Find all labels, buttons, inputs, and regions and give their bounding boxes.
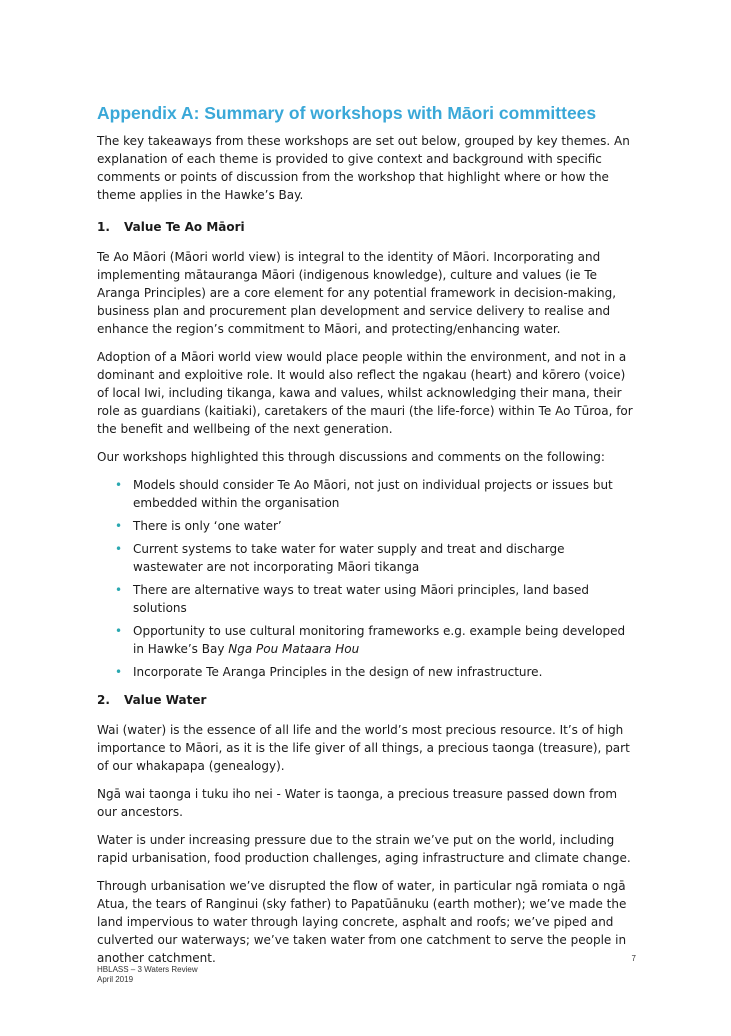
section-2-paragraph: Wai (water) is the essence of all life and the world’s most precious resource. It’s of high importance to Māori, as it is the life giver of all things, a precious taonga (treasure), part of our whakapapa (genealogy). <box>97 723 630 773</box>
page-footer <box>97 965 198 985</box>
list-item <box>114 622 637 658</box>
page-content <box>97 102 637 977</box>
list-item-text: Incorporate Te Aranga Principles in the design of new infrastructure. <box>133 665 543 679</box>
section-1-paragraph: Our workshops highlighted this through discussions and comments on the following: <box>97 450 605 464</box>
list-item-text: There are alternative ways to treat water using Māori principles, land based solutions <box>133 583 589 615</box>
workshop-comments-list <box>97 476 637 681</box>
bullet-icon: • <box>115 478 123 492</box>
section-2-paragraph: Ngā wai taonga i tuku iho nei - Water is taonga, a precious treasure passed down from our ancestors. <box>97 787 618 819</box>
section-2-title: Value Water <box>124 693 207 707</box>
list-item-text: There is only ‘one water’ <box>133 519 282 533</box>
footer-document-title: HBLASS – 3 Waters Review <box>97 965 198 974</box>
page-number: 7 <box>631 954 636 963</box>
footer-date: April 2019 <box>97 975 134 984</box>
bullet-icon: • <box>115 583 123 597</box>
section-1-number: 1. <box>97 220 110 234</box>
page-heading: Appendix A: Summary of workshops with Māori committees <box>97 103 597 123</box>
list-item-italic-text: Nga Pou Mataara Hou <box>228 642 360 656</box>
section-1-heading <box>97 218 637 236</box>
section-2-heading <box>97 691 637 709</box>
section-2-paragraph: Water is under increasing pressure due to the strain we’ve put on the world, including rapid urbanisation, food production challenges, aging infrastructure and climate change. <box>97 833 631 865</box>
list-item-text: Opportunity to use cultural monitoring frameworks e.g. example being developed in Hawke’s Bay <box>133 624 626 656</box>
list-item <box>114 663 637 681</box>
list-item <box>114 476 637 512</box>
list-item <box>114 540 637 576</box>
bullet-icon: • <box>115 542 123 556</box>
section-1-paragraph: Te Ao Māori (Māori world view) is integral to the identity of Māori. Incorporating and implementing mātauranga Māori (indigenous knowledge), culture and values (ie Te Aranga Principles) are a core element for any potential framework in decision-making, business plan and procurement plan development and service delivery to realise and enhance the region’s commitment to Māori, and protecting/enhancing water. <box>97 250 617 336</box>
list-item <box>114 517 637 535</box>
bullet-icon: • <box>115 519 123 533</box>
section-2-number: 2. <box>97 693 110 707</box>
section-1-paragraph: Adoption of a Māori world view would place people within the environment, and not in a dominant and exploitive role. It would also reflect the ngakau (heart) and kōrero (voice) of local Iwi, including tikanga, kawa and values, whilst acknowledging their mana, their role as guardians (kaitiaki), caretakers of the mauri (the life-force) within Te Ao Tūroa, for the benefit and wellbeing of the next generation. <box>97 350 633 436</box>
list-item-text: Models should consider Te Ao Māori, not just on individual projects or issues but embedded within the organisation <box>133 478 613 510</box>
list-item-text: Current systems to take water for water supply and treat and discharge wastewater are not incorporating Māori tikanga <box>133 542 565 574</box>
bullet-icon: • <box>115 624 123 638</box>
bullet-icon: • <box>115 665 123 679</box>
list-item <box>114 581 637 617</box>
section-2-paragraph: Through urbanisation we’ve disrupted the flow of water, in particular ngā romiata o ngā Atua, the tears of Ranginui (sky father) to Papatūānuku (earth mother); we’ve made the land impervious to water through laying concrete, asphalt and roofs; we’ve piped and culverted our waterways; we’ve taken water from one catchment to serve the people in another catchment. <box>97 879 627 965</box>
intro-paragraph: The key takeaways from these workshops are set out below, grouped by key themes. An explanation of each theme is provided to give context and background with specific comments or points of discussion from the workshop that highlight where or how the theme applies in the Hawke’s Bay. <box>97 134 630 202</box>
section-1-title: Value Te Ao Māori <box>124 220 245 234</box>
